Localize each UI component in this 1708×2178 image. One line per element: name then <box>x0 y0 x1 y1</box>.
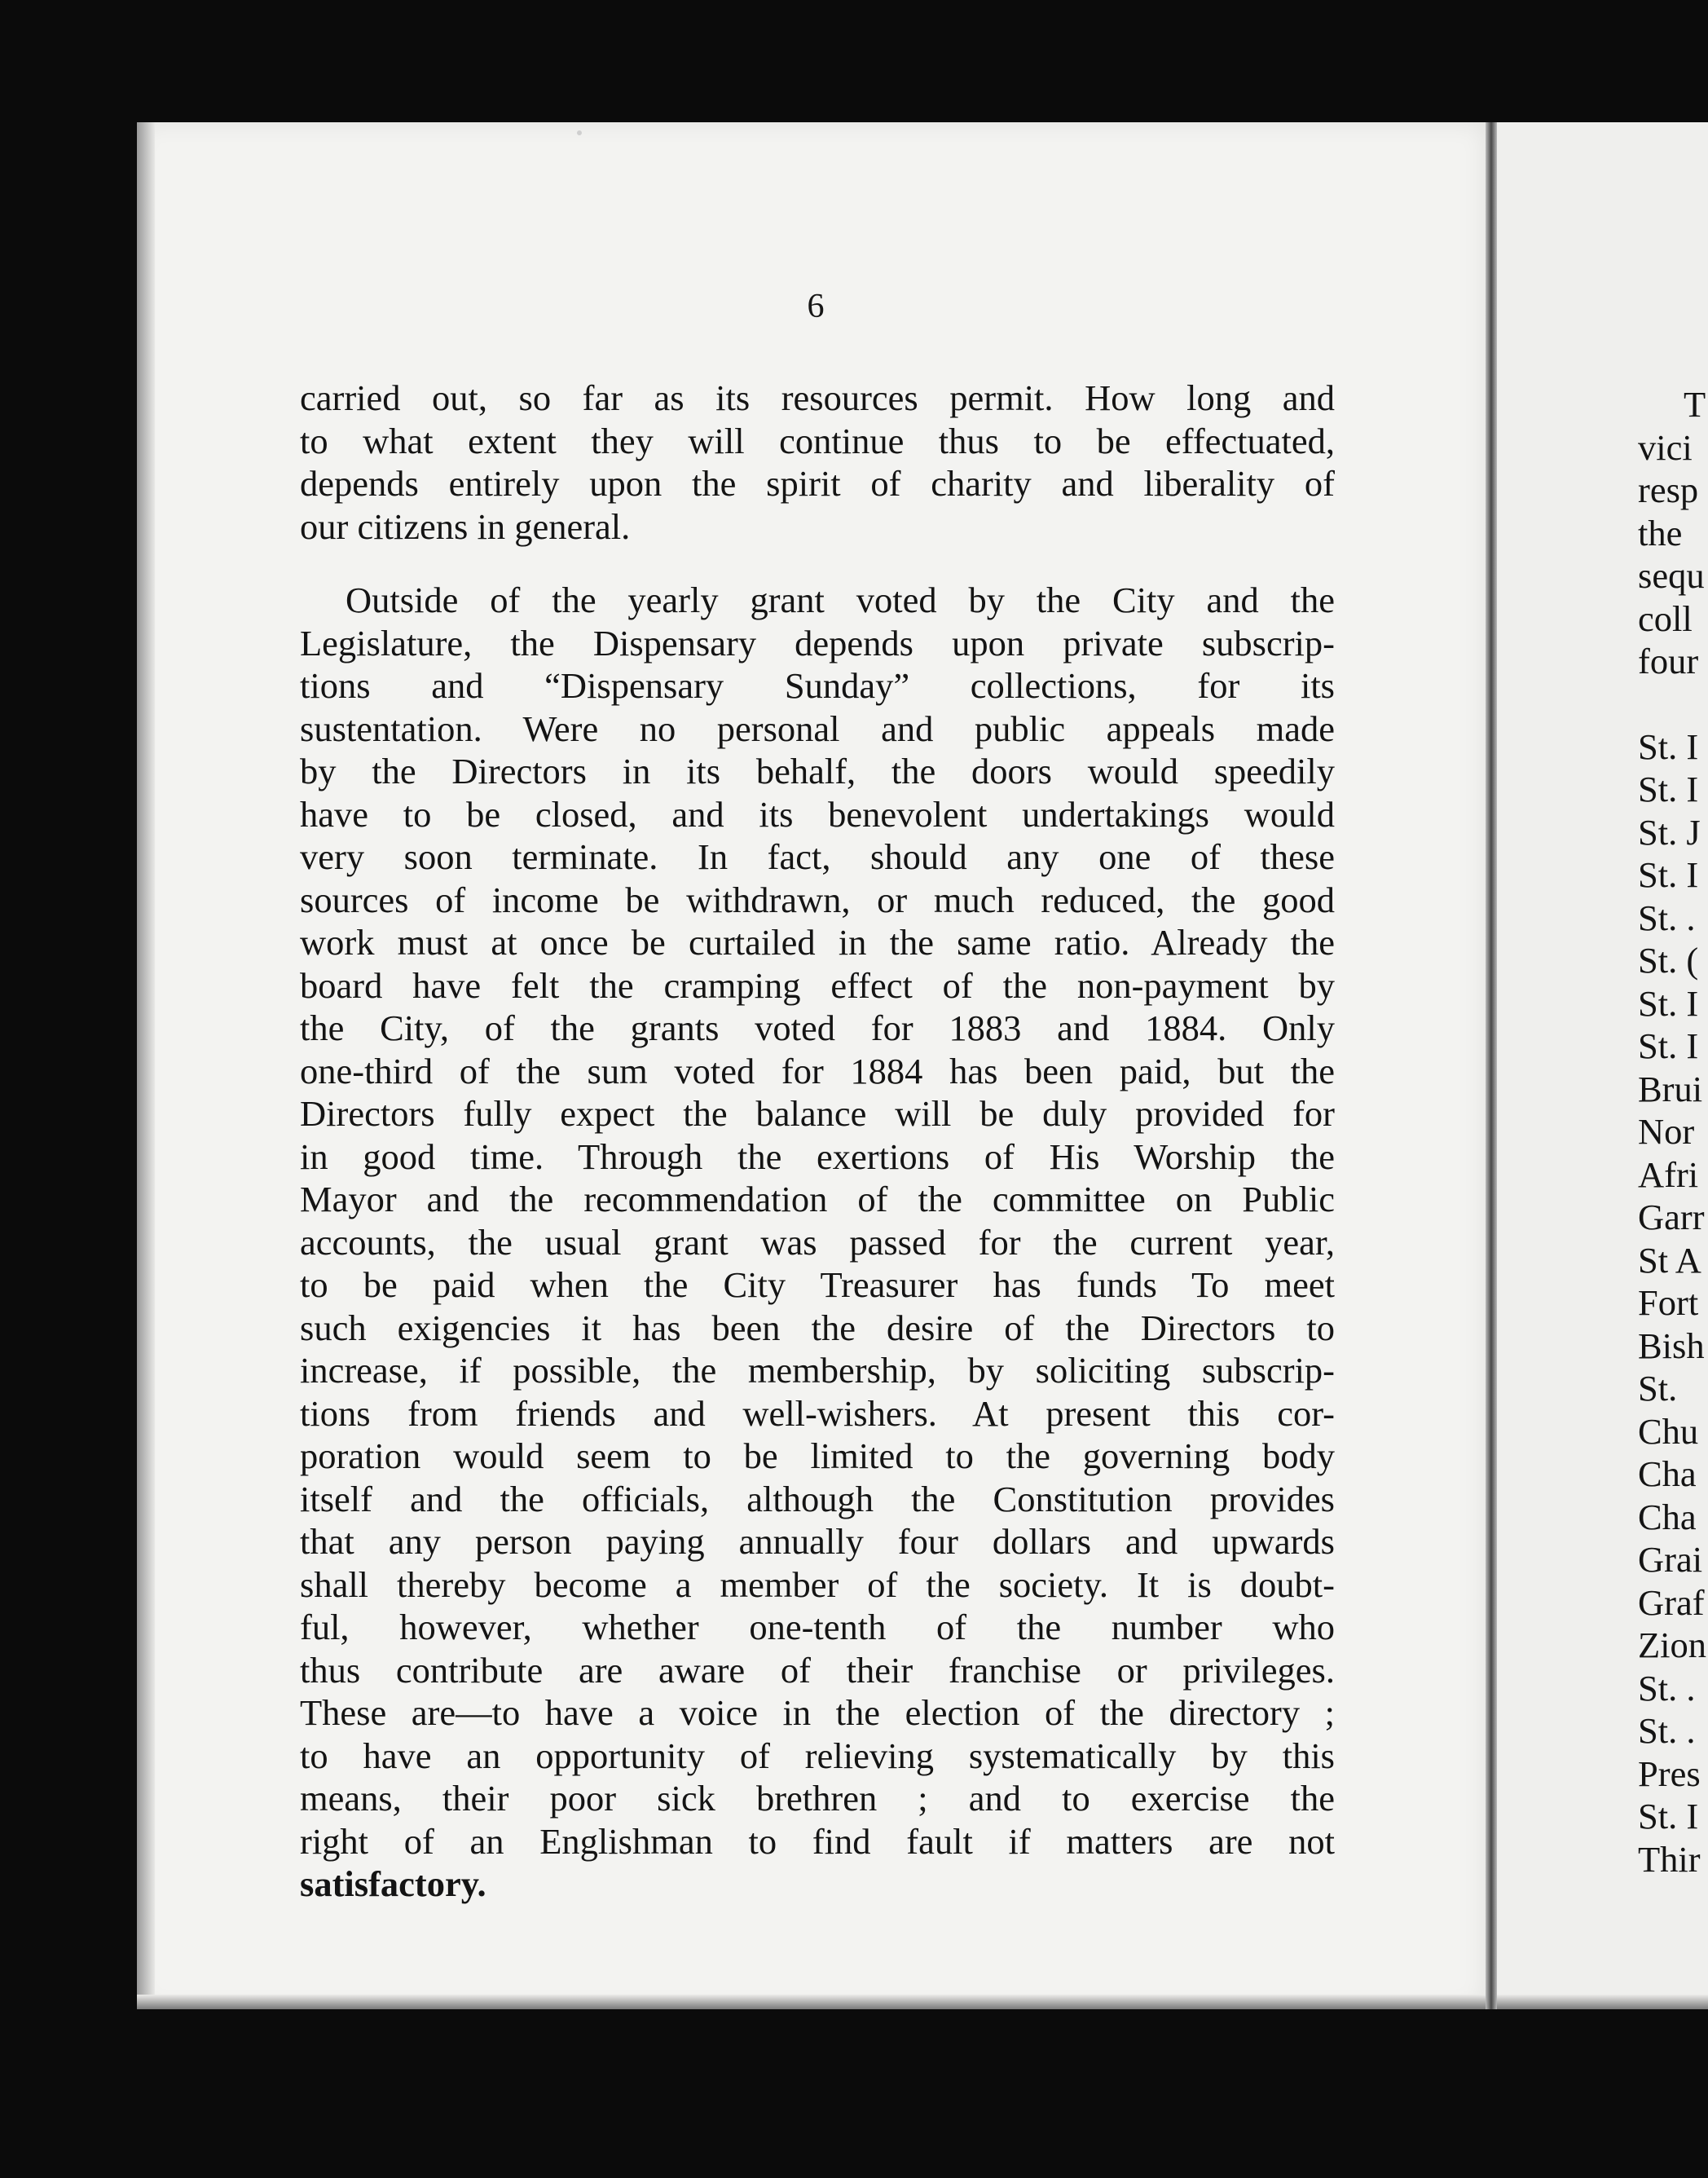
fragment-line: Cha <box>1638 1496 1697 1537</box>
fragment-line: Afri <box>1638 1153 1699 1195</box>
fragment-line: vici <box>1638 426 1693 468</box>
fragment-line: sequ <box>1638 555 1705 596</box>
fragment-line: St A <box>1638 1239 1701 1281</box>
text-line: means, their poor sick brethren ; and to exercise the <box>300 1778 1335 1819</box>
paragraph-2 <box>300 579 1335 1906</box>
fragment-line: St. . <box>1638 1710 1696 1751</box>
paper-speck <box>577 130 582 135</box>
text-line: by the Directors in its behalf, the doors would speedily <box>300 751 1335 791</box>
text-line: shall thereby become a member of the society. It is doubt- <box>300 1563 1335 1605</box>
fragment-line: St. I <box>1638 854 1699 895</box>
fragment-line: St. J <box>1638 811 1701 853</box>
fragment-line: resp <box>1638 470 1699 510</box>
text-line: tions from friends and well-wishers. At present this cor- <box>300 1392 1335 1434</box>
right-page-text <box>1638 383 1706 1880</box>
fragment-line: Brui <box>1638 1068 1703 1109</box>
text-line: that any person paying annually four dollars and upwards <box>300 1521 1335 1562</box>
fragment-line: the <box>1638 512 1683 553</box>
fragment-line: T <box>1684 384 1706 425</box>
text-line: in good time. Through the exertions of His Worship the <box>300 1135 1335 1177</box>
text-line: carried out, so far as its resources permit. How long and <box>300 377 1335 418</box>
fragment-line: Garr <box>1638 1197 1705 1237</box>
text-line: very soon terminate. In fact, should any one of these <box>300 836 1335 877</box>
text-line: thus contribute are aware of their franchise or privileges. <box>300 1649 1335 1691</box>
fragment-line: St. <box>1638 1368 1678 1409</box>
text-line: the City, of the grants voted for 1883 and 1884. Only <box>300 1007 1335 1048</box>
text-line: tions and “Dispensary Sunday” collections, for its <box>300 665 1335 706</box>
text-line: to be paid when the City Treasurer has funds To meet <box>300 1264 1335 1305</box>
fragment-line: Graf <box>1638 1581 1705 1623</box>
fragment-line: four <box>1638 641 1699 681</box>
text-line: have to be closed, and its benevolent undertakings would <box>300 793 1335 835</box>
fragment-line: St. I <box>1638 1796 1699 1836</box>
text-line: Legislature, the Dispensary depends upon private subscrip- <box>300 622 1335 664</box>
body-text <box>300 377 1335 1906</box>
fragment-line: Zion <box>1638 1625 1707 1665</box>
text-line: sustentation. Were no personal and public appeals made <box>300 708 1335 749</box>
fragment-line: Bish <box>1638 1325 1705 1366</box>
text-line: right of an Englishman to find fault if matters are not <box>300 1820 1335 1862</box>
fragment-line: Fort <box>1638 1282 1699 1323</box>
fragment-line: Nor <box>1638 1111 1695 1152</box>
fragment-gap <box>1638 683 1706 725</box>
text-line: sources of income be withdrawn, or much reduced, the good <box>300 879 1335 920</box>
text-line: depends entirely upon the spirit of charity and liberality of <box>300 463 1335 504</box>
text-line: Outside of the yearly grant voted by the City and the <box>346 580 1335 620</box>
paragraph-1 <box>300 377 1335 548</box>
fragment-line: Cha <box>1638 1453 1697 1494</box>
fragment-line: Thir <box>1638 1838 1701 1880</box>
fragment-line: St. I <box>1638 1025 1699 1066</box>
text-line: such exigencies it has been the desire of the Directors to <box>300 1307 1335 1348</box>
text-line: increase, if possible, the membership, by soliciting subscrip- <box>300 1350 1335 1391</box>
fragment-line: St. I <box>1638 982 1699 1024</box>
paragraph-gap <box>300 548 1335 579</box>
fragment-line: St. I <box>1638 725 1699 767</box>
text-line: to have an opportunity of relieving systematically by this <box>300 1735 1335 1776</box>
text-line: board have felt the cramping effect of the non-payment by <box>300 964 1335 1006</box>
fragment-line: St. . <box>1638 897 1696 938</box>
book-gutter <box>1486 122 1497 2009</box>
page-number: 6 <box>807 288 825 325</box>
fragment-line: St. . <box>1638 1667 1696 1708</box>
text-line: itself and the officials, although the Constitution provides <box>300 1478 1335 1519</box>
fragment-line: Pres <box>1638 1753 1701 1794</box>
text-line: accounts, the usual grant was passed for the current year, <box>300 1221 1335 1263</box>
fragment-line: Grai <box>1638 1539 1703 1580</box>
text-line: our citizens in general. <box>300 505 631 547</box>
text-line: ful, however, whether one-tenth of the number who <box>300 1607 1335 1647</box>
text-line: These are—to have a voice in the election of the directory ; <box>300 1692 1335 1733</box>
text-line: work must at once be curtailed in the same ratio. Already the <box>300 922 1335 963</box>
text-line: one-third of the sum voted for 1884 has been paid, but the <box>300 1050 1335 1091</box>
fragment-line: coll <box>1638 597 1693 639</box>
fragment-line: St. I <box>1638 769 1699 809</box>
fragment-line: Chu <box>1638 1410 1699 1452</box>
text-line: Mayor and the recommendation of the committee on Public <box>300 1179 1335 1219</box>
text-line: satisfactory. <box>300 1863 486 1904</box>
text-line: poration would seem to be limited to the governing body <box>300 1435 1335 1476</box>
text-line: Directors fully expect the balance will be duly provided for <box>300 1093 1335 1134</box>
text-line: to what extent they will continue thus to be effectuated, <box>300 420 1335 461</box>
fragment-line: St. ( <box>1638 940 1699 981</box>
